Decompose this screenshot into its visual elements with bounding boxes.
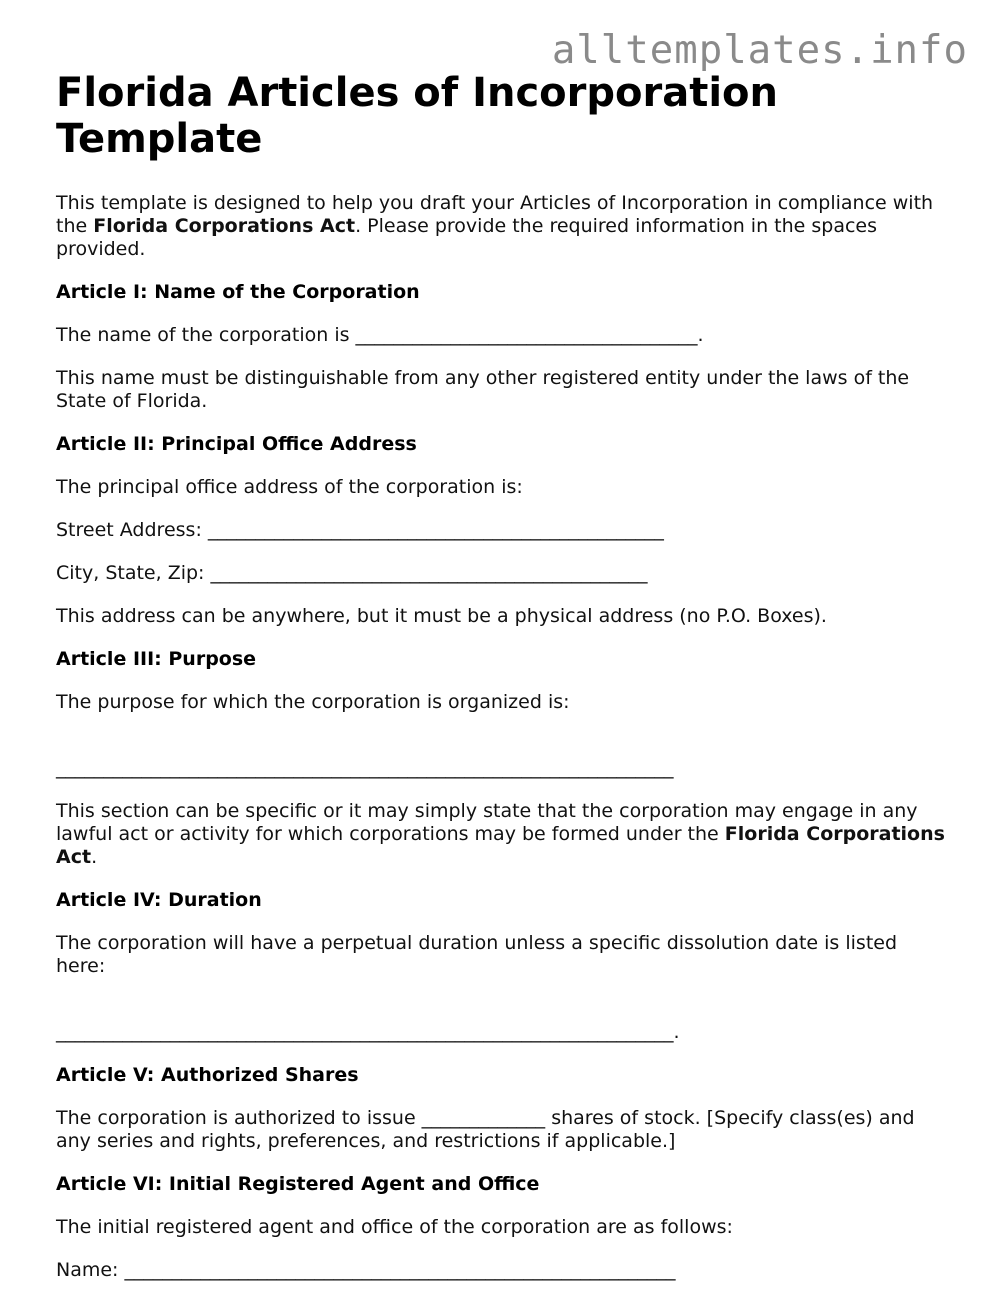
article-4-intro: The corporation will have a perpetual duration unless a specific dissolution date is listed here: [56,932,898,977]
article-5-text: The corporation is authorized to issue _____________ shares of stock. [Specify class(es) and any series and rights, preferences, and restrictions if applicable.] [56,1107,915,1152]
purpose-blank-line: _________________________________________________________________ [56,757,674,779]
document-page [56,70,946,1282]
article-3-note-text-1: This section can be specific or it may simply state that the corporation may engage in any lawful act or activity for which corporations may be formed under the [56,800,918,845]
article-6-heading: Article VI: Initial Registered Agent and Office [56,1173,540,1195]
agent-name-line: Name: __________________________________________________________ [56,1259,676,1281]
duration-blank-line: _________________________________________________________________. [56,1021,680,1043]
watermark: alltemplates.info [551,28,968,73]
article-3-note [56,800,946,869]
article-3-heading: Article III: Purpose [56,648,257,670]
article-3-note-text-2: . [91,846,98,868]
title-line-1: Florida Articles of Incorporation [56,70,779,116]
article-3-note-bold-act: Florida Corporations Act [56,823,945,868]
article-4-heading: Article IV: Duration [56,889,262,911]
article-5-heading: Article V: Authorized Shares [56,1064,359,1086]
article-6-intro: The initial registered agent and office of the corporation are as follows: [56,1216,733,1238]
article-2-note: This address can be anywhere, but it must be a physical address (no P.O. Boxes). [56,605,827,627]
intro-text-2: . Please provide the required information in the spaces provided. [56,215,878,260]
article-1-name-line: The name of the corporation is ____________________________________. [56,324,704,346]
intro-paragraph [56,192,946,261]
title-line-2: Template [56,116,263,162]
article-2-intro: The principal office address of the corporation is: [56,476,523,498]
street-address-line: Street Address: ________________________________________________ [56,519,664,541]
intro-text-1: This template is designed to help you draft your Articles of Incorporation in compliance with the [56,192,934,237]
document-title [56,70,946,162]
article-1-note: This name must be distinguishable from any other registered entity under the laws of the State of Florida. [56,367,910,412]
intro-bold-act: Florida Corporations Act [93,215,356,237]
article-2-heading: Article II: Principal Office Address [56,433,417,455]
article-3-intro: The purpose for which the corporation is organized is: [56,691,570,713]
article-1-heading: Article I: Name of the Corporation [56,281,420,303]
city-state-zip-line: City, State, Zip: ______________________________________________ [56,562,648,584]
